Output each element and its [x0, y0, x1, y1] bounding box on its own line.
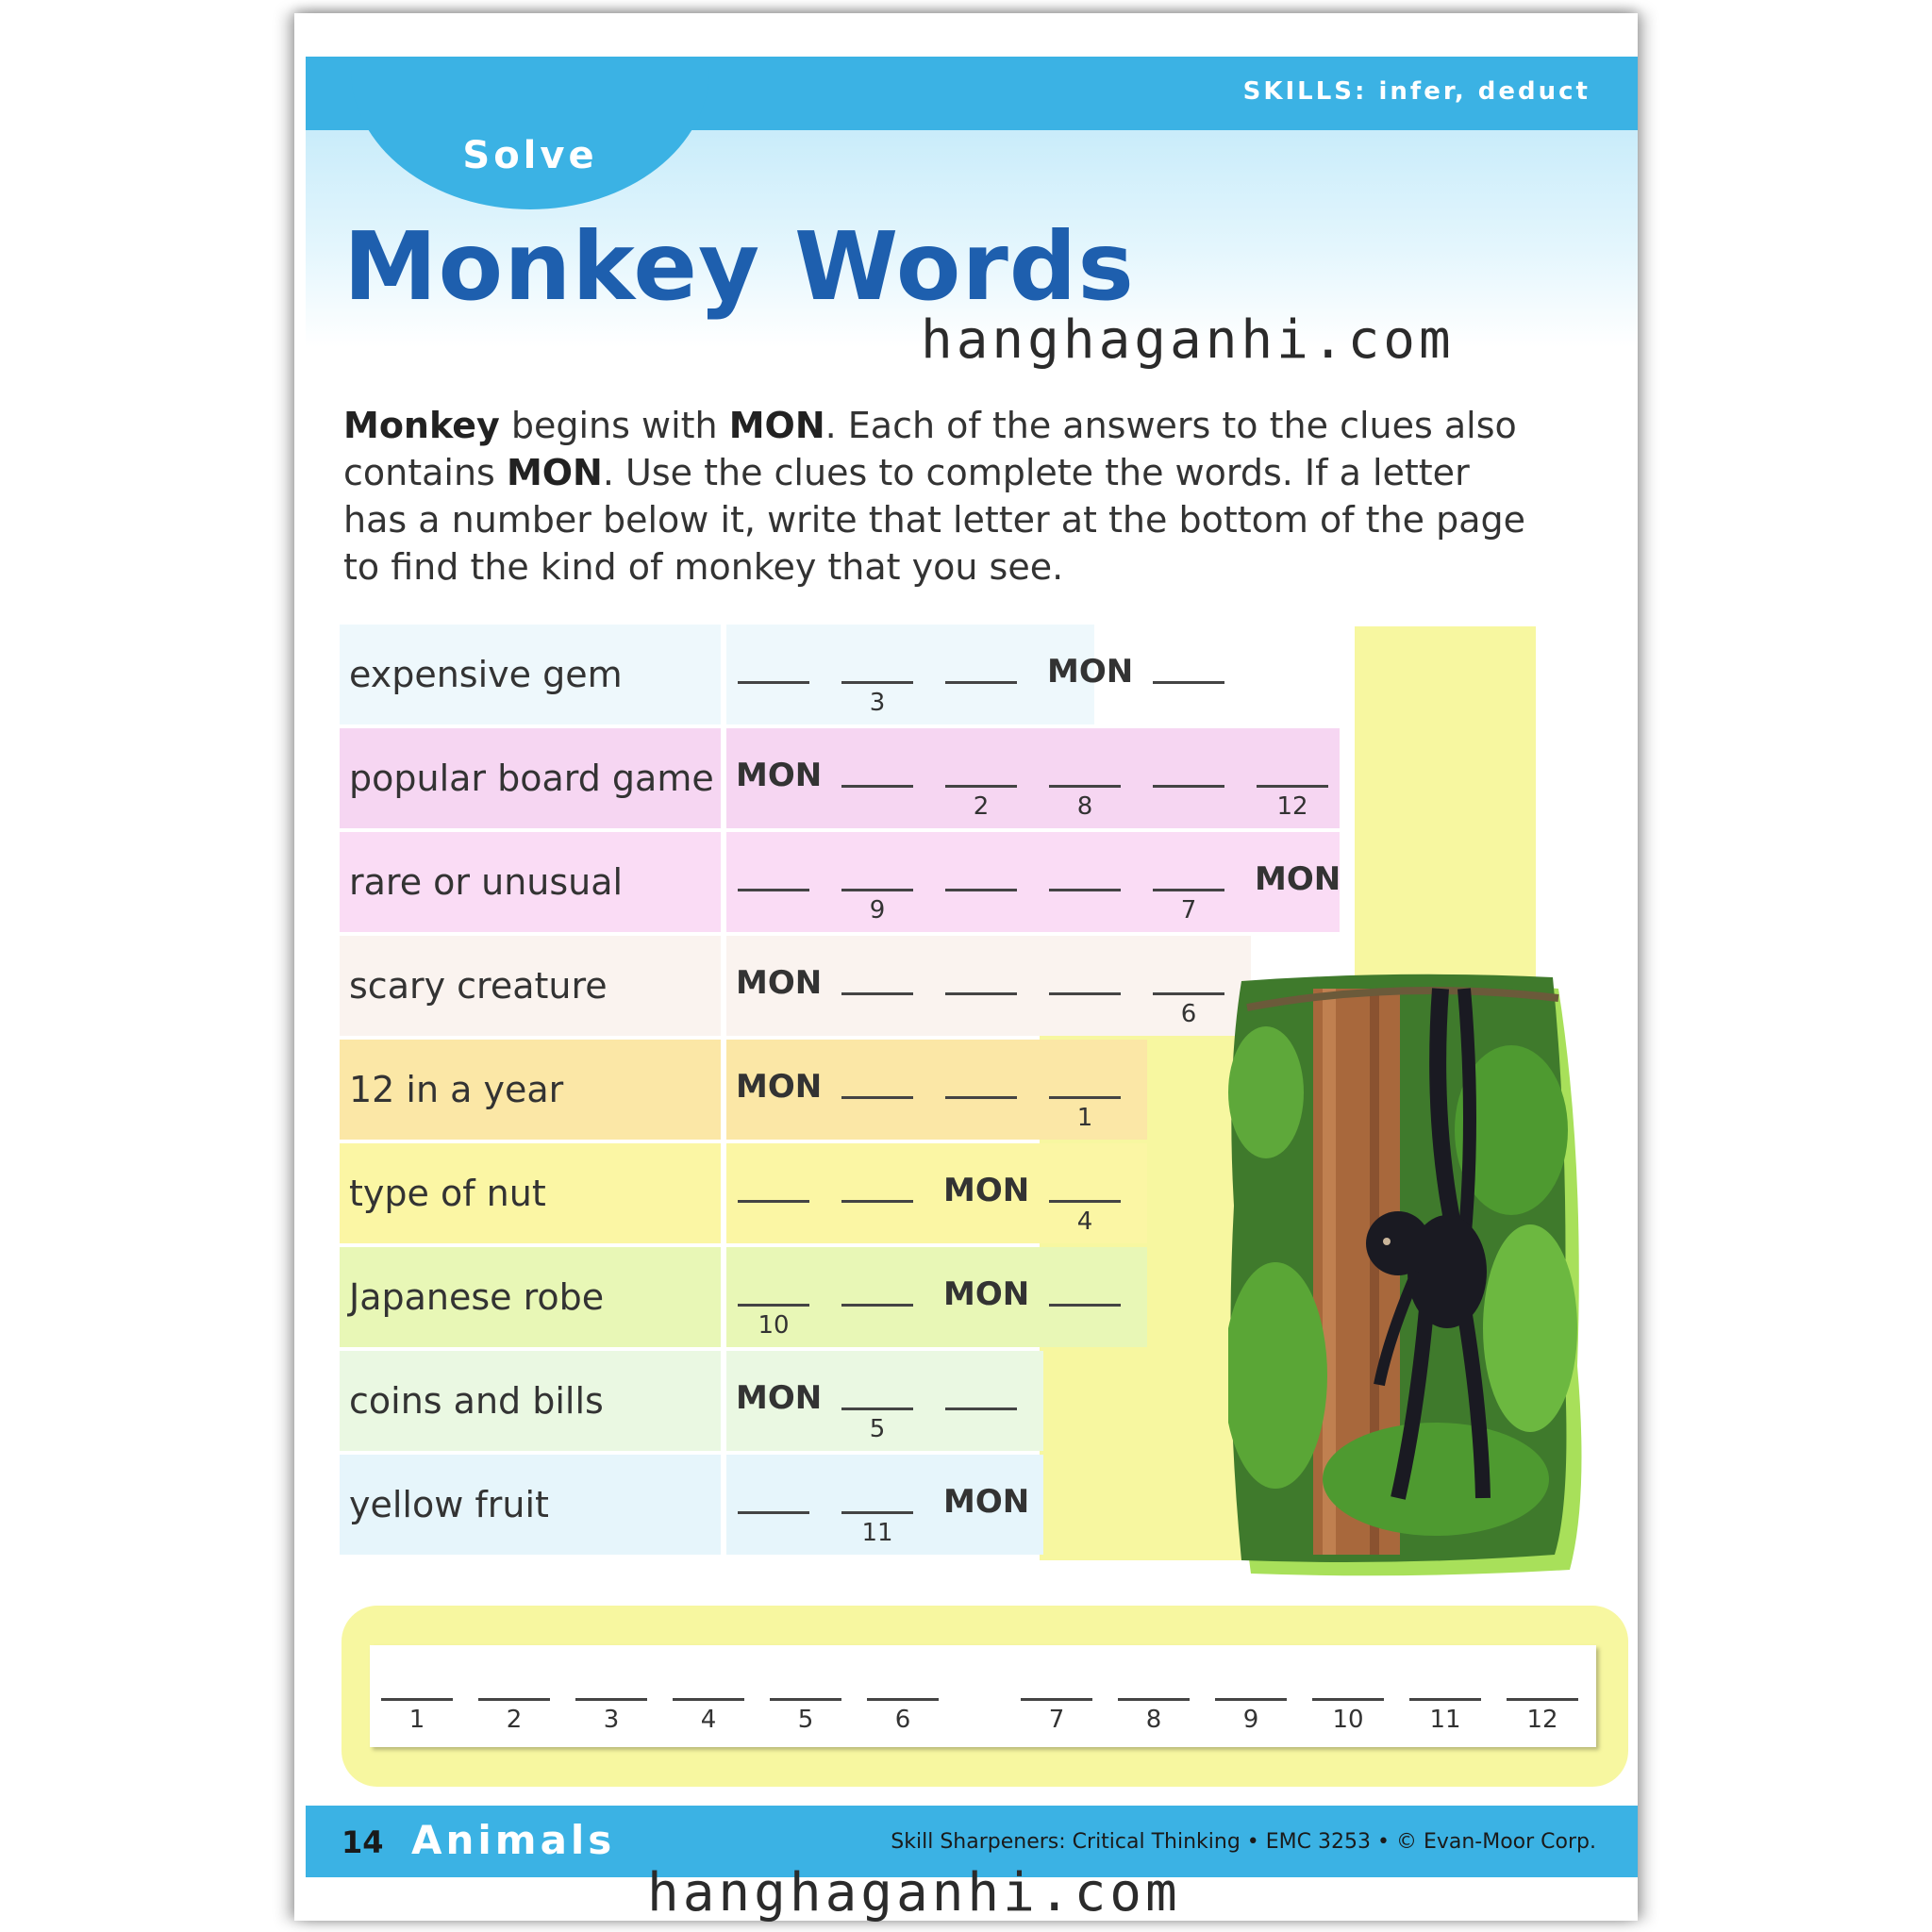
answer-slots: [726, 728, 1340, 828]
clue-text: yellow fruit: [340, 1455, 721, 1555]
mon-letters: [1255, 832, 1341, 932]
answer-blank[interactable]: [1213, 1645, 1289, 1747]
mon-text: MON: [736, 1379, 823, 1417]
letter-blank[interactable]: [736, 1247, 811, 1347]
letter-blank[interactable]: [736, 1455, 811, 1555]
copyright-credit: Skill Sharpeners: Critical Thinking • EMC 3253 • © Evan-Moor Corp.: [891, 1830, 1596, 1854]
letter-number: 11: [861, 1519, 893, 1547]
answer-number: 9: [1242, 1706, 1259, 1734]
intro-text-1: begins with: [499, 405, 729, 446]
blank-line: [575, 1698, 647, 1701]
clue-text: popular board game: [340, 728, 721, 828]
letter-blank[interactable]: [943, 625, 1019, 724]
letter-blank[interactable]: [1151, 625, 1226, 724]
mon-letters: [736, 728, 823, 828]
answer-box: [341, 1606, 1628, 1787]
skills-label: SKILLS: infer, deduct: [1242, 77, 1591, 106]
letter-number: 12: [1276, 792, 1308, 821]
mon-letters: [943, 1455, 1030, 1555]
letter-blank[interactable]: [840, 936, 915, 1036]
clue-text: type of nut: [340, 1143, 721, 1243]
blank-line: [841, 1096, 913, 1099]
answer-strip: [370, 1645, 1596, 1747]
clue-text: rare or unusual: [340, 832, 721, 932]
answer-slots: [726, 832, 1340, 932]
intro-text-3: . Use the clues to complete the words. If a letter has a number below it, write that letter at the bottom of the page to find the kind of monkey that you see.: [343, 452, 1526, 588]
answer-blank[interactable]: [379, 1645, 455, 1747]
instructions: [343, 402, 1532, 591]
answer-number: 3: [603, 1706, 620, 1734]
letter-number: 7: [1180, 896, 1197, 924]
mon-letters: [736, 936, 823, 1036]
letter-blank[interactable]: [1047, 832, 1123, 932]
clue-row: [340, 832, 1343, 932]
letter-blank[interactable]: [1047, 1247, 1123, 1347]
letter-blank[interactable]: [1047, 1143, 1123, 1243]
blank-line: [1257, 785, 1328, 788]
blank-line: [945, 785, 1017, 788]
blank-line: [841, 1511, 913, 1514]
intro-bold-mon-1: MON: [728, 405, 825, 446]
blank-line: [738, 1511, 809, 1514]
answer-blank[interactable]: [1505, 1645, 1580, 1747]
letter-number: 5: [869, 1415, 886, 1443]
letter-blank[interactable]: [943, 1351, 1019, 1451]
answer-number: 2: [506, 1706, 523, 1734]
answer-slots: [726, 625, 1134, 724]
answer-blank[interactable]: [1310, 1645, 1386, 1747]
watermark-bottom: hanghaganhi.com: [647, 1862, 1181, 1924]
mon-letters: [736, 1351, 823, 1451]
letter-blank[interactable]: [840, 728, 915, 828]
blank-line: [1049, 1096, 1121, 1099]
clue-row: [340, 1247, 1151, 1347]
answer-slots: [726, 1040, 1147, 1140]
answer-number: 8: [1145, 1706, 1162, 1734]
mon-letters: [1047, 625, 1134, 724]
mon-letters: [943, 1247, 1030, 1347]
blank-line: [945, 1096, 1017, 1099]
letter-blank[interactable]: [840, 1455, 915, 1555]
blank-line: [867, 1698, 939, 1701]
letter-number: 10: [758, 1311, 790, 1340]
clue-row: [340, 625, 1134, 724]
letter-number: 2: [973, 792, 990, 821]
blank-line: [945, 889, 1017, 891]
clue-text: expensive gem: [340, 625, 721, 724]
answer-number: 11: [1429, 1706, 1461, 1734]
blank-line: [841, 1304, 913, 1307]
solve-tab-label: Solve: [462, 134, 598, 177]
clue-row: [340, 1351, 1047, 1451]
answer-slots: [726, 1351, 1043, 1451]
blank-line: [738, 889, 809, 891]
blank-line: [381, 1698, 453, 1701]
blank-line: [1049, 1304, 1121, 1307]
mon-text: MON: [736, 757, 823, 794]
page-number: 14: [341, 1824, 384, 1860]
blank-line: [1153, 681, 1224, 684]
intro-text-2: . Each of the answers to the clues also contains: [343, 405, 1517, 493]
letter-blank[interactable]: [736, 1143, 811, 1243]
blank-line: [738, 1304, 809, 1307]
blank-line: [841, 992, 913, 995]
mon-text: MON: [1047, 653, 1134, 691]
spider-monkey-photo: [1228, 970, 1589, 1579]
blank-line: [1049, 992, 1121, 995]
blank-line: [1049, 1200, 1121, 1203]
blank-line: [1312, 1698, 1384, 1701]
answer-blank[interactable]: [476, 1645, 552, 1747]
answer-blank[interactable]: [768, 1645, 843, 1747]
letter-blank[interactable]: [1047, 936, 1123, 1036]
letter-blank[interactable]: [840, 625, 915, 724]
mon-text: MON: [736, 1068, 823, 1106]
mon-text: MON: [943, 1172, 1030, 1209]
letter-blank[interactable]: [736, 625, 811, 724]
letter-number: 1: [1076, 1104, 1093, 1132]
letter-number: 3: [869, 689, 886, 717]
mon-text: MON: [736, 964, 823, 1002]
answer-number: 12: [1526, 1706, 1558, 1734]
letter-blank[interactable]: [840, 1351, 915, 1451]
answer-number: 6: [894, 1706, 911, 1734]
answer-blank[interactable]: [1116, 1645, 1191, 1747]
clue-text: Japanese robe: [340, 1247, 721, 1347]
clue-text: coins and bills: [340, 1351, 721, 1451]
watermark-top: hanghaganhi.com: [921, 309, 1455, 371]
page-title: Monkey Words: [343, 211, 1135, 322]
letter-blank[interactable]: [840, 1040, 915, 1140]
letter-blank[interactable]: [943, 728, 1019, 828]
blank-line: [770, 1698, 841, 1701]
letter-blank[interactable]: [1151, 728, 1226, 828]
answer-number: 7: [1048, 1706, 1065, 1734]
blank-line: [1153, 785, 1224, 788]
letter-blank[interactable]: [840, 832, 915, 932]
letter-blank[interactable]: [943, 1040, 1019, 1140]
answer-blank[interactable]: [1019, 1645, 1094, 1747]
blank-line: [1049, 785, 1121, 788]
blank-line: [1021, 1698, 1092, 1701]
clue-row: [340, 1040, 1151, 1140]
blank-line: [1153, 889, 1224, 891]
answer-blank[interactable]: [1407, 1645, 1483, 1747]
intro-bold-mon-2: MON: [506, 452, 603, 493]
answer-number: 5: [797, 1706, 814, 1734]
letter-blank[interactable]: [1255, 728, 1330, 828]
letter-blank[interactable]: [1151, 832, 1226, 932]
letter-number: 4: [1076, 1208, 1093, 1236]
letter-blank[interactable]: [1047, 1040, 1123, 1140]
letter-blank[interactable]: [736, 832, 811, 932]
blank-line: [841, 1200, 913, 1203]
clue-row: [340, 1143, 1151, 1243]
mon-letters: [736, 1040, 823, 1140]
blank-line: [738, 681, 809, 684]
answer-blank[interactable]: [671, 1645, 746, 1747]
answer-blank[interactable]: [865, 1645, 941, 1747]
letter-number: 9: [869, 896, 886, 924]
section-label: Animals: [411, 1817, 616, 1863]
answer-slots: [726, 1455, 1043, 1555]
blank-line: [841, 681, 913, 684]
intro-bold-monkey: Monkey: [343, 405, 500, 446]
blank-line: [1118, 1698, 1190, 1701]
blank-line: [945, 681, 1017, 684]
letter-blank[interactable]: [1047, 728, 1123, 828]
letter-number: 6: [1180, 1000, 1197, 1028]
mon-text: MON: [943, 1483, 1030, 1521]
clue-row: [340, 1455, 1047, 1555]
answer-number: 4: [700, 1706, 717, 1734]
letter-blank[interactable]: [1151, 936, 1226, 1036]
blank-line: [841, 889, 913, 891]
blank-line: [1049, 889, 1121, 891]
answer-number: 1: [408, 1706, 425, 1734]
letter-blank[interactable]: [840, 1143, 915, 1243]
clue-row: [340, 936, 1255, 1036]
blank-line: [945, 992, 1017, 995]
letter-blank[interactable]: [943, 832, 1019, 932]
blank-line: [1215, 1698, 1287, 1701]
answer-blank[interactable]: [574, 1645, 649, 1747]
blank-line: [945, 1407, 1017, 1410]
blank-line: [738, 1200, 809, 1203]
blank-line: [841, 785, 913, 788]
mon-text: MON: [1255, 860, 1341, 898]
worksheet-page: [294, 13, 1638, 1921]
blank-line: [478, 1698, 550, 1701]
clue-text: 12 in a year: [340, 1040, 721, 1140]
mon-letters: [943, 1143, 1030, 1243]
answer-slots: [726, 1143, 1147, 1243]
blank-line: [673, 1698, 744, 1701]
clue-row: [340, 728, 1343, 828]
blank-line: [1409, 1698, 1481, 1701]
blank-line: [841, 1407, 913, 1410]
blank-line: [1153, 992, 1224, 995]
answer-number: 10: [1332, 1706, 1364, 1734]
mon-text: MON: [943, 1275, 1030, 1313]
letter-number: 8: [1076, 792, 1093, 821]
letter-blank[interactable]: [840, 1247, 915, 1347]
answer-slots: [726, 936, 1251, 1036]
letter-blank[interactable]: [943, 936, 1019, 1036]
blank-line: [1507, 1698, 1578, 1701]
clue-text: scary creature: [340, 936, 721, 1036]
answer-slots: [726, 1247, 1147, 1347]
